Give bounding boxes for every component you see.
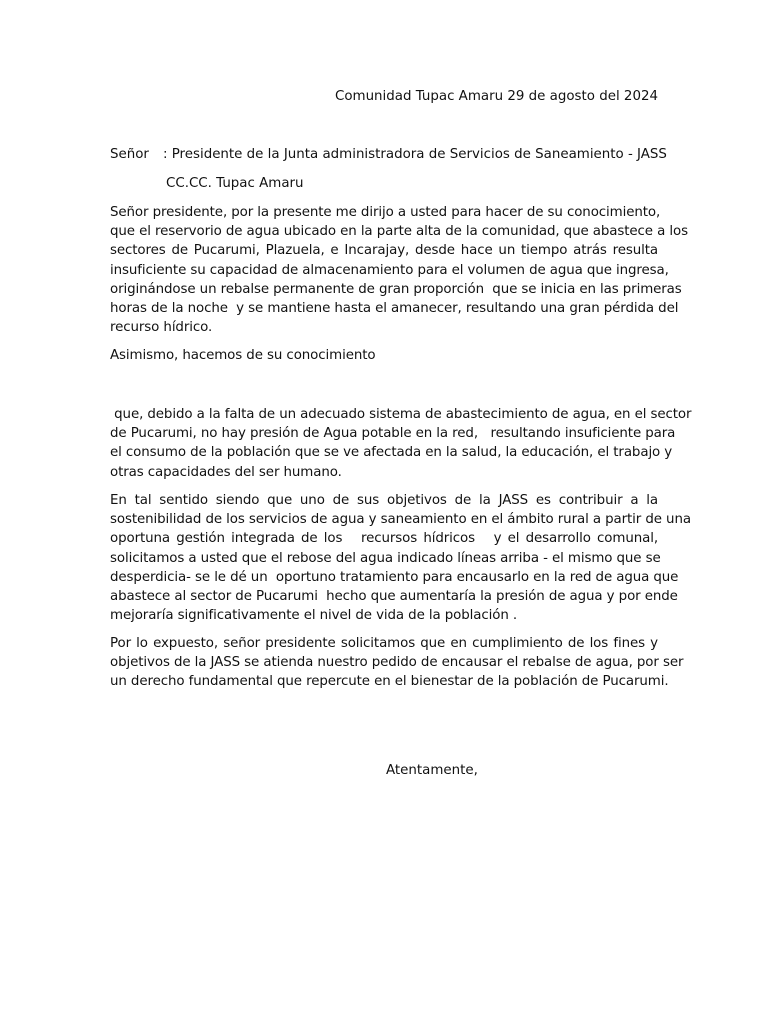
paragraph-line: horas de la noche y se mantiene hasta el amanecer, resultando una gran pérdida del [110,301,679,317]
closing: Atentamente, [386,763,478,778]
salutation-addressee: : Presidente de la Junta administradora de Servicios de Saneamiento - JASS [162,147,667,162]
paragraph-line: objetivos de la JASS se atienda nuestro pedido de encausar el rebalse de agua, por ser [110,655,684,671]
paragraph-line: originándose un rebalse permanente de gran proporción que se inicia en las primeras [110,281,682,297]
paragraph-line: recurso hídrico. [110,320,213,336]
date-line: Comunidad Tupac Amaru 29 de agosto del 2024 [334,89,658,104]
paragraph-line: sectores de Pucarumi, Plazuela, e Incarajay, desde hace un tiempo atrás resulta [110,243,658,259]
paragraph-line: Por lo expuesto, señor presidente solicitamos que en cumplimiento de los fines y [110,636,658,651]
paragraph-line: Señor presidente, por la presente me dirijo a usted para hacer de su conocimiento, [110,205,661,220]
cc-line: CC.CC. Tupac Amaru [166,176,304,191]
paragraph-4 [110,491,691,625]
paragraph-line: mejoraría significativamente el nivel de vida de la población . [110,608,518,624]
paragraph-line: que, debido a la falta de un adecuado sistema de abastecimiento de agua, en el sector [110,407,692,422]
paragraph-line: Asimismo, hacemos de su conocimiento [110,348,376,363]
paragraph-line: En tal sentido siendo que uno de sus objetivos de la JASS es contribuir a la [110,493,658,508]
paragraph-line: sostenibilidad de los servicios de agua y saneamiento en el ámbito rural a partir de una [110,512,691,528]
paragraph-1 [110,203,688,337]
paragraph-3 [110,405,692,482]
paragraph-line: que el reservorio de agua ubicado en la parte alta de la comunidad, que abastece a los [110,224,688,240]
paragraph-5 [110,634,684,692]
salutation-prefix: Señor [110,147,149,162]
paragraph-line: otras capacidades del ser humano. [110,464,342,480]
salutation [110,145,667,164]
paragraph-line: de Pucarumi, no hay presión de Agua potable en la red, resultando insuficiente para [110,426,676,442]
paragraph-line: abastece al sector de Pucarumi hecho que aumentaría la presión de agua y por ende [110,589,678,605]
paragraph-line: solicitamos a usted que el rebose del agua indicado líneas arriba - el mismo que se [110,550,661,566]
paragraph-2 [110,346,658,365]
paragraph-line: desperdicia- se le dé un oportuno tratamiento para encausarlo en la red de agua que [110,569,679,585]
paragraph-line: un derecho fundamental que repercute en el bienestar de la población de Pucarumi. [110,674,669,690]
paragraph-line: insuficiente su capacidad de almacenamiento para el volumen de agua que ingresa, [110,262,669,278]
paragraph-line: el consumo de la población que se ve afectada en la salud, la educación, el trabajo y [110,445,673,461]
paragraph-line: oportuna gestión integrada de los recursos hídricos y el desarrollo comunal, [110,531,658,547]
